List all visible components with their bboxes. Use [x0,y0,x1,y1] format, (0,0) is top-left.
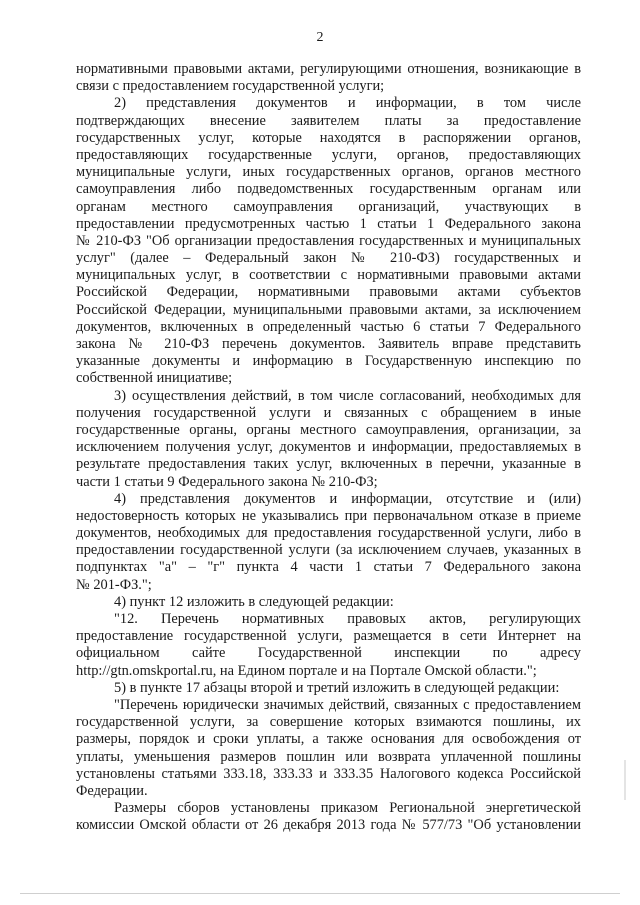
text-line: подтверждающих внесение заявителем платы за предоставление [76,112,581,129]
text-line: Размеры сборов установлены приказом Региональной энергетической [114,800,581,817]
text-line: предоставлении государственной услуги (за исключением случаев, указанных в [76,542,581,559]
text-line: государственной услуги, за совершение которых взимаются пошлины, их [76,714,581,731]
text-line: размеры, порядок и сроки уплаты, а также основания для освобождения от [76,731,581,748]
text-line: закона № 210-ФЗ перечень документов. Заявитель вправе представить [76,336,581,352]
text-line: части 1 статьи 9 Федерального закона № 210-ФЗ; [76,473,378,490]
text-line: "Перечень юридически значимых действий, связанных с предоставлением [114,696,581,713]
text-line: услуг" (далее – Федеральный закон № 210-ФЗ) государственных и [76,250,581,267]
text-line: "12. Перечень нормативных правовых актов, регулирующих [114,611,581,627]
text-line: № 210-ФЗ "Об организации предоставления государственных и муниципальных [76,232,581,249]
text-line: Федерации. [76,782,148,799]
text-line: подпунктах "а" – "г" пункта 4 части 1 статьи 7 Федерального закона [76,559,581,576]
text-line: установлены статьями 333.18, 333.33 и 333.35 Налогового кодекса Российской [76,765,581,782]
text-line: документов, включенных в определенный частью 6 статьи 7 Федерального [76,318,581,335]
text-line: Российской Федерации, муниципальными правовыми актами, за исключением [76,301,581,318]
text-line: предоставление государственной услуги, размещается в сети Интернет на [76,628,581,645]
text-line: предоставляющих государственные услуги, органов, предоставляющих [76,146,581,163]
text-line: государственные органы, органы местного самоуправления, организации, за [76,421,581,438]
text-line: 4) представления документов и информации, отсутствие и (или) [114,490,581,507]
text-line: исключением получения услуг, документов и информации, предоставляемых в [76,439,581,456]
text-line: предоставлении предусмотренных частью 1 статьи 1 Федерального закона [76,215,581,232]
text-line: уплаты, уменьшения размеров пошлин или возврата уплаченной пошлины [76,748,581,765]
text-line: нормативными правовыми актами, регулирующими отношения, возникающие в [76,61,581,77]
text-line: 3) осуществления действий, в том числе согласований, необходимых для [114,387,581,404]
scan-bottom-edge [20,893,620,894]
document-body [76,61,581,834]
text-line: результате предоставления таких услуг, включенных в перечни, указанные в [76,456,581,473]
text-line: собственной инициативе; [76,370,233,387]
text-line: Российской Федерации, нормативными правовыми актами субъектов [76,284,581,301]
text-line: государственных услуг, которые находятся в распоряжении органов, [76,129,581,146]
text-line: связи с предоставлением государственной услуги; [76,78,385,95]
text-line: самоуправления либо подведомственных государственным органам или [76,181,581,198]
text-line: официальном сайте Государственной инспекции по адресу [76,645,581,662]
text-line: муниципальные услуги, иных государственных органов, органов местного [76,164,581,181]
text-line: получения государственной услуги и связанных с обращением в иные [76,404,581,421]
scan-edge-mark [624,760,626,800]
text-line: http://gtn.omskportal.ru, на Едином портале и на Портале Омской области."; [76,662,537,679]
text-line: комиссии Омской области от 26 декабря 2013 года № 577/73 "Об установлении [76,817,581,834]
text-line: муниципальных услуг, в соответствии с нормативными правовыми актами [76,267,581,284]
page-number: 2 [316,30,324,45]
text-line: указанные документы и информацию в Государственную инспекцию по [76,353,581,370]
text-line: 2) представления документов и информации, в том числе [114,95,581,112]
text-line: № 201-ФЗ."; [76,576,152,593]
text-line: недостоверность которых не указывались при первоначальном отказе в приеме [76,507,581,524]
text-line: документов, необходимых для предоставления государственной услуги, либо в [76,525,581,542]
text-line: органам местного самоуправления организаций, участвующих в [76,198,581,215]
text-line: 4) пункт 12 изложить в следующей редакции: [114,593,394,610]
text-line: 5) в пункте 17 абзацы второй и третий изложить в следующей редакции: [114,679,560,696]
